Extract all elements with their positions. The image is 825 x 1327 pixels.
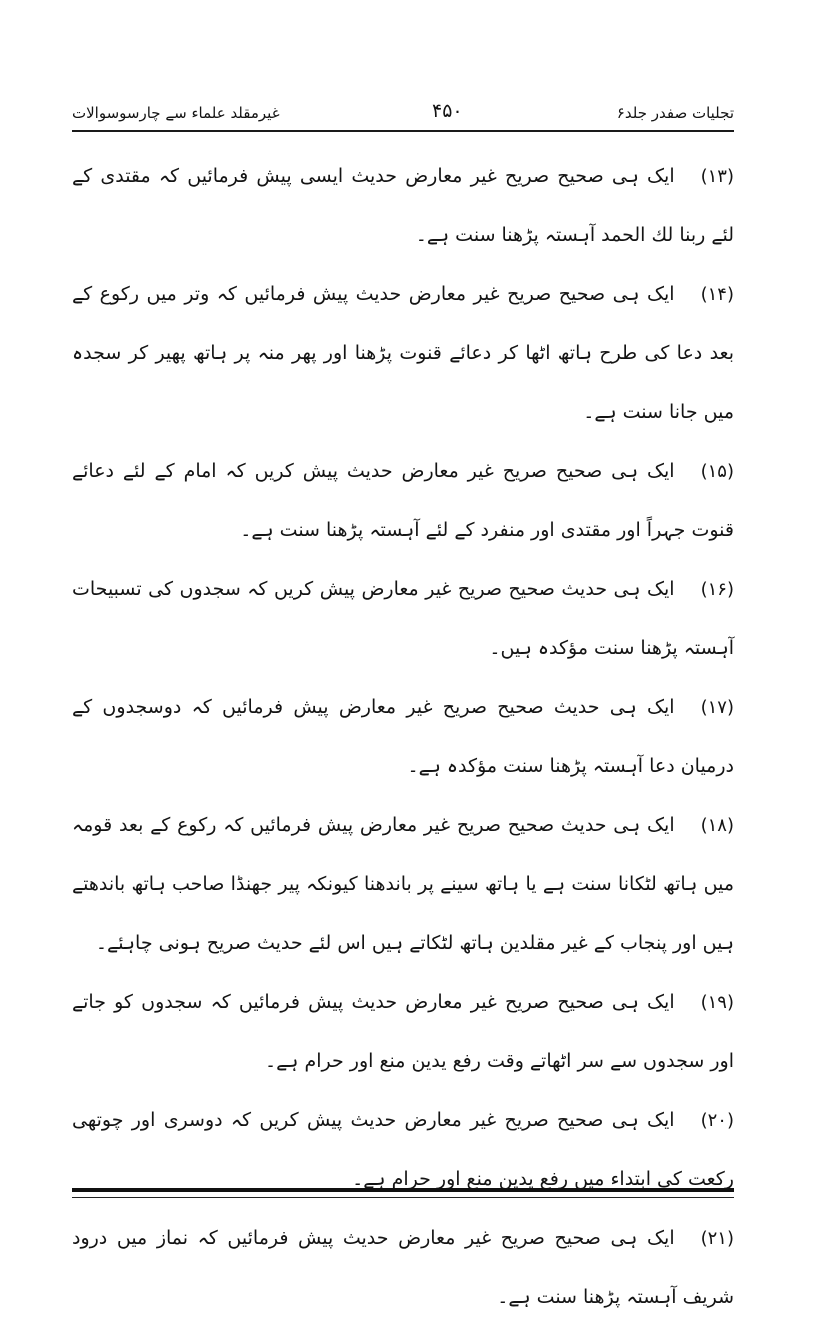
question-text: ایک ہی صحیح صریح غیر معارض حدیث پیش کریں کہ امام کے لئے دعائے قنوت جہراً اور مقتدی اور منفرد کے لئے آہستہ پڑھنا سنت ہے۔ xyxy=(72,460,734,541)
question-14 xyxy=(72,265,734,442)
running-header xyxy=(72,100,734,130)
question-text: ایک ہی حدیث صحیح صریح غیر معارض پیش فرمائیں کہ رکوع کے بعد قومہ میں ہاتھ لٹکانا سنت ہے یا ہاتھ سینے پر باندھنا کیونکہ پیر جھنڈا صاحب ہاتھ باندھتے ہیں اور پنجاب کے غیر مقلدین ہاتھ لٹکاتے ہیں اس لئے حدیث صریح ہونی چاہئے۔ xyxy=(72,814,734,954)
question-18 xyxy=(72,796,734,973)
question-number: (۱۶) xyxy=(700,579,734,600)
header-rule xyxy=(72,130,734,132)
question-number: (۲۰) xyxy=(700,1110,734,1131)
question-number: (۲۱) xyxy=(700,1228,734,1249)
question-text: ایک ہی حدیث صحیح صریح غیر معارض پیش کریں کہ سجدوں کی تسبیحات آہستہ پڑھنا سنت مؤکدہ ہیں۔ xyxy=(72,578,734,659)
question-number: (۱۸) xyxy=(700,815,734,836)
question-text: ایک ہی صحیح صریح غیر معارض حدیث پیش فرمائیں کہ وتر میں رکوع کے بعد دعا کی طرح ہاتھ اٹھا کر دعائے قنوت پڑھنا اور پھر منہ پر ہاتھ پھیر کر سجدہ میں جانا سنت ہے۔ xyxy=(72,283,734,423)
question-number: (۱۴) xyxy=(700,284,734,305)
question-text: ایک ہی صحیح صریح غیر معارض حدیث ایسی پیش فرمائیں کہ مقتدی کے لئے ربنا لك الحمد آہستہ پڑھنا سنت ہے۔ xyxy=(72,165,734,246)
question-number: (۱۵) xyxy=(700,461,734,482)
page-number: ۴۵۰ xyxy=(432,100,463,122)
footer-rule-thick xyxy=(72,1188,734,1192)
question-13 xyxy=(72,147,734,265)
question-text: ایک ہی صحیح صریح غیر معارض حدیث پیش فرمائیں کہ نماز میں درود شریف آہستہ پڑھنا سنت ہے۔ xyxy=(72,1227,734,1308)
chapter-title: غیرمقلد علماء سے چارسوسوالات xyxy=(72,104,280,122)
footer-rule-thin xyxy=(72,1197,734,1198)
question-text: ایک ہی حدیث صحیح صریح غیر معارض پیش فرمائیں کہ دوسجدوں کے درمیان دعا آہستہ پڑھنا سنت مؤکدہ ہے۔ xyxy=(72,696,734,777)
question-15 xyxy=(72,442,734,560)
question-number: (۱۷) xyxy=(700,697,734,718)
question-16 xyxy=(72,560,734,678)
book-title: تجلیات صفدر جلد۶ xyxy=(616,104,734,122)
question-17 xyxy=(72,678,734,796)
question-text: ایک ہی صحیح صریح غیر معارض حدیث پیش کریں کہ دوسری اور چوتھی رکعت کی ابتداء میں رفع یدین منع اور حرام ہے۔ xyxy=(72,1109,734,1190)
question-21 xyxy=(72,1209,734,1327)
question-number: (۱۹) xyxy=(700,992,734,1013)
question-number: (۱۳) xyxy=(700,166,734,187)
question-19 xyxy=(72,973,734,1091)
question-text: ایک ہی صحیح صریح غیر معارض حدیث پیش فرمائیں کہ سجدوں کو جاتے اور سجدوں سے سر اٹھاتے وقت رفع یدین منع اور حرام ہے۔ xyxy=(72,991,734,1072)
question-list xyxy=(72,147,734,1327)
